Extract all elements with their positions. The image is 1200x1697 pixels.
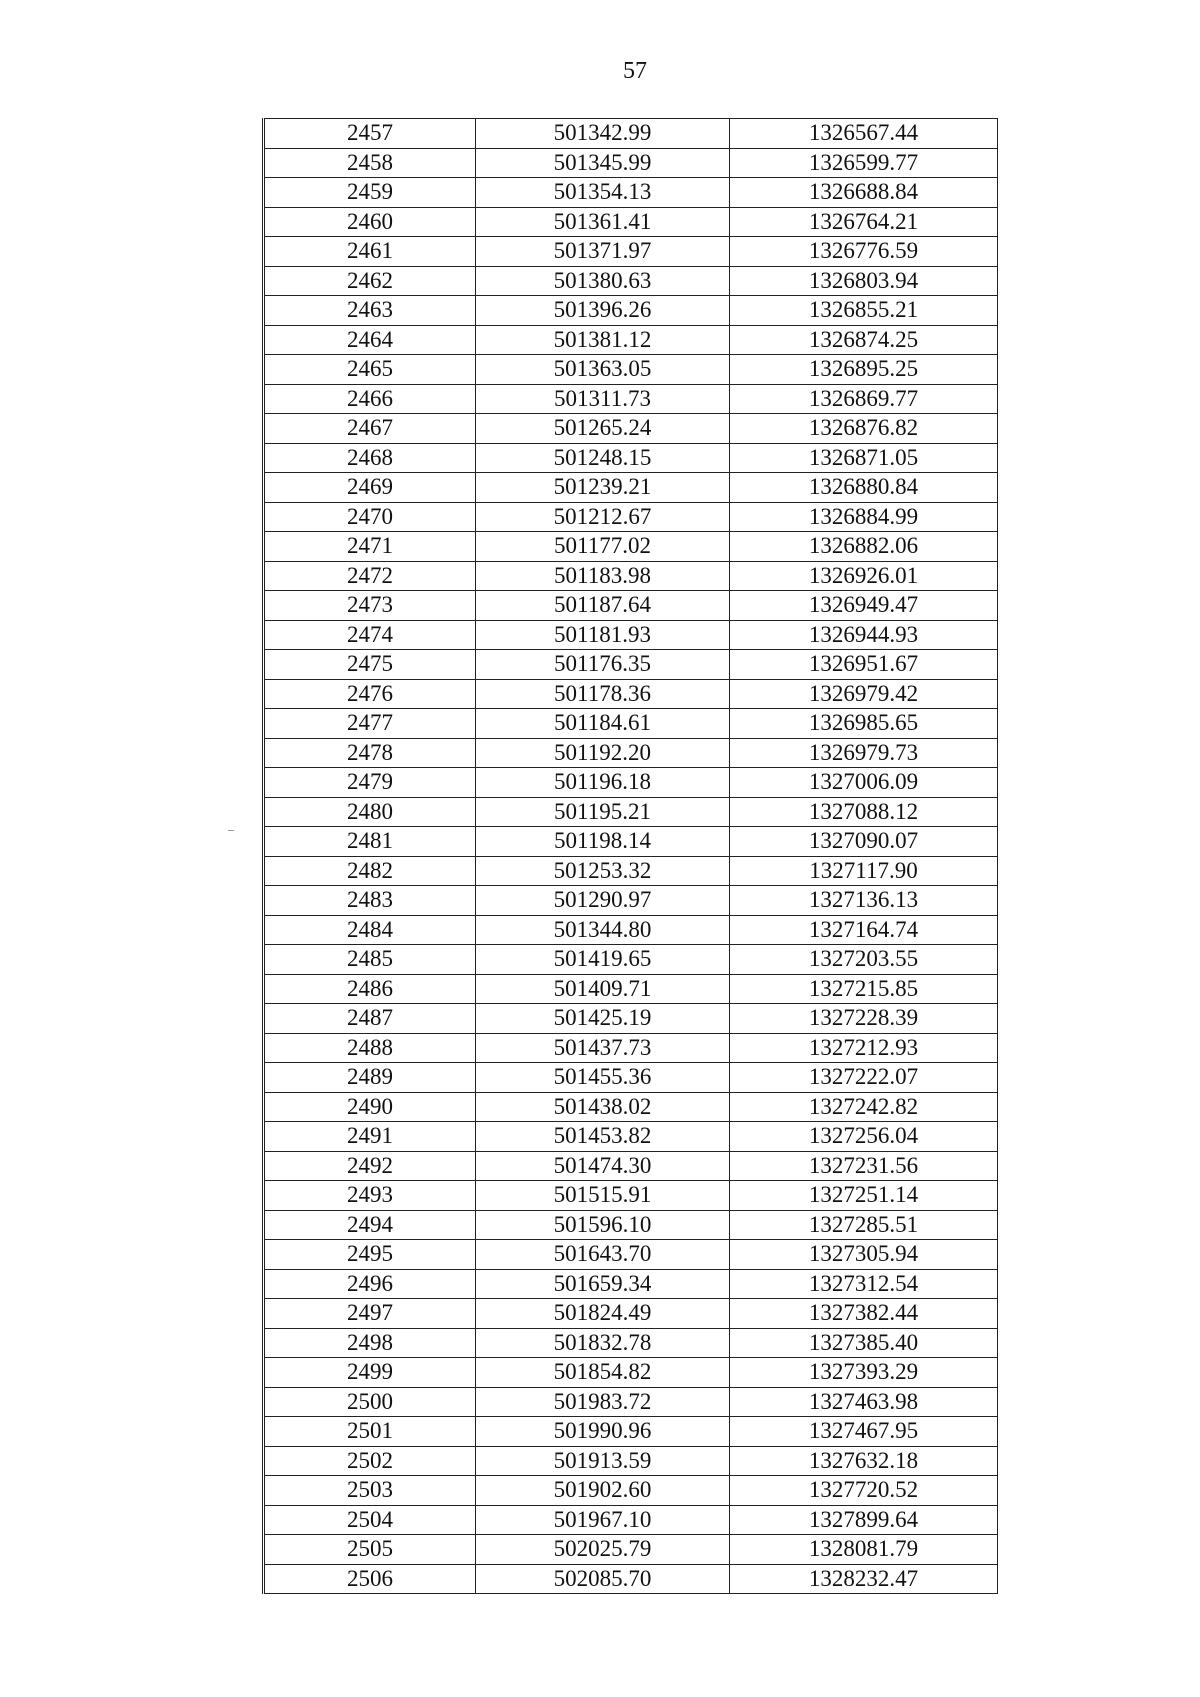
page-number: 57 bbox=[623, 58, 647, 84]
y-coordinate-cell: 1326855.21 bbox=[730, 296, 998, 326]
table-row bbox=[264, 1564, 998, 1594]
point-number-cell: 2502 bbox=[264, 1446, 476, 1476]
x-coordinate-cell: 501474.30 bbox=[476, 1151, 730, 1181]
point-number-cell: 2482 bbox=[264, 856, 476, 886]
point-number-cell: 2485 bbox=[264, 945, 476, 975]
y-coordinate-cell: 1327305.94 bbox=[730, 1240, 998, 1270]
point-number-cell: 2467 bbox=[264, 414, 476, 444]
y-coordinate-cell: 1327251.14 bbox=[730, 1181, 998, 1211]
x-coordinate-cell: 501344.80 bbox=[476, 915, 730, 945]
table-row bbox=[264, 561, 998, 591]
y-coordinate-cell: 1326985.65 bbox=[730, 709, 998, 739]
x-coordinate-cell: 501453.82 bbox=[476, 1122, 730, 1152]
table-row bbox=[264, 1122, 998, 1152]
x-coordinate-cell: 501183.98 bbox=[476, 561, 730, 591]
x-coordinate-cell: 502085.70 bbox=[476, 1564, 730, 1594]
point-number-cell: 2504 bbox=[264, 1505, 476, 1535]
point-number-cell: 2500 bbox=[264, 1387, 476, 1417]
point-number-cell: 2466 bbox=[264, 384, 476, 414]
point-number-cell: 2493 bbox=[264, 1181, 476, 1211]
y-coordinate-cell: 1328232.47 bbox=[730, 1564, 998, 1594]
x-coordinate-cell: 501371.97 bbox=[476, 237, 730, 267]
x-coordinate-cell: 501195.21 bbox=[476, 797, 730, 827]
y-coordinate-cell: 1326871.05 bbox=[730, 443, 998, 473]
table-row bbox=[264, 1476, 998, 1506]
x-coordinate-cell: 501239.21 bbox=[476, 473, 730, 503]
y-coordinate-cell: 1326874.25 bbox=[730, 325, 998, 355]
x-coordinate-cell: 501832.78 bbox=[476, 1328, 730, 1358]
x-coordinate-cell: 501913.59 bbox=[476, 1446, 730, 1476]
y-coordinate-cell: 1326764.21 bbox=[730, 207, 998, 237]
y-coordinate-cell: 1327006.09 bbox=[730, 768, 998, 798]
x-coordinate-cell: 501419.65 bbox=[476, 945, 730, 975]
point-number-cell: 2471 bbox=[264, 532, 476, 562]
table-row bbox=[264, 945, 998, 975]
point-number-cell: 2462 bbox=[264, 266, 476, 296]
table-row bbox=[264, 1269, 998, 1299]
point-number-cell: 2480 bbox=[264, 797, 476, 827]
point-number-cell: 2473 bbox=[264, 591, 476, 621]
y-coordinate-cell: 1327215.85 bbox=[730, 974, 998, 1004]
point-number-cell: 2474 bbox=[264, 620, 476, 650]
table-row bbox=[264, 1033, 998, 1063]
y-coordinate-cell: 1326882.06 bbox=[730, 532, 998, 562]
x-coordinate-cell: 501596.10 bbox=[476, 1210, 730, 1240]
point-number-cell: 2496 bbox=[264, 1269, 476, 1299]
x-coordinate-cell: 501381.12 bbox=[476, 325, 730, 355]
y-coordinate-cell: 1327242.82 bbox=[730, 1092, 998, 1122]
x-coordinate-cell: 501184.61 bbox=[476, 709, 730, 739]
y-coordinate-cell: 1327090.07 bbox=[730, 827, 998, 857]
y-coordinate-cell: 1326880.84 bbox=[730, 473, 998, 503]
x-coordinate-cell: 501192.20 bbox=[476, 738, 730, 768]
y-coordinate-cell: 1327720.52 bbox=[730, 1476, 998, 1506]
x-coordinate-cell: 501967.10 bbox=[476, 1505, 730, 1535]
x-coordinate-cell: 501178.36 bbox=[476, 679, 730, 709]
x-coordinate-cell: 501177.02 bbox=[476, 532, 730, 562]
point-number-cell: 2479 bbox=[264, 768, 476, 798]
point-number-cell: 2484 bbox=[264, 915, 476, 945]
x-coordinate-cell: 501345.99 bbox=[476, 148, 730, 178]
table-row bbox=[264, 473, 998, 503]
x-coordinate-cell: 501983.72 bbox=[476, 1387, 730, 1417]
y-coordinate-cell: 1326951.67 bbox=[730, 650, 998, 680]
table-row bbox=[264, 502, 998, 532]
y-coordinate-cell: 1326869.77 bbox=[730, 384, 998, 414]
point-number-cell: 2490 bbox=[264, 1092, 476, 1122]
y-coordinate-cell: 1327285.51 bbox=[730, 1210, 998, 1240]
point-number-cell: 2478 bbox=[264, 738, 476, 768]
y-coordinate-cell: 1327203.55 bbox=[730, 945, 998, 975]
table-row bbox=[264, 797, 998, 827]
y-coordinate-cell: 1327117.90 bbox=[730, 856, 998, 886]
y-coordinate-cell: 1326567.44 bbox=[730, 119, 998, 149]
table-row bbox=[264, 650, 998, 680]
x-coordinate-cell: 501438.02 bbox=[476, 1092, 730, 1122]
y-coordinate-cell: 1327393.29 bbox=[730, 1358, 998, 1388]
y-coordinate-cell: 1327212.93 bbox=[730, 1033, 998, 1063]
x-coordinate-cell: 501311.73 bbox=[476, 384, 730, 414]
table-row bbox=[264, 178, 998, 208]
x-coordinate-cell: 501990.96 bbox=[476, 1417, 730, 1447]
point-number-cell: 2499 bbox=[264, 1358, 476, 1388]
y-coordinate-cell: 1326599.77 bbox=[730, 148, 998, 178]
table-row bbox=[264, 1063, 998, 1093]
point-number-cell: 2458 bbox=[264, 148, 476, 178]
table-row bbox=[264, 148, 998, 178]
x-coordinate-cell: 501196.18 bbox=[476, 768, 730, 798]
table-row bbox=[264, 1358, 998, 1388]
point-number-cell: 2457 bbox=[264, 119, 476, 149]
point-number-cell: 2468 bbox=[264, 443, 476, 473]
y-coordinate-cell: 1327312.54 bbox=[730, 1269, 998, 1299]
table-row bbox=[264, 827, 998, 857]
table-row bbox=[264, 915, 998, 945]
y-coordinate-cell: 1326979.73 bbox=[730, 738, 998, 768]
y-coordinate-cell: 1326803.94 bbox=[730, 266, 998, 296]
table-row bbox=[264, 1446, 998, 1476]
table-row bbox=[264, 1092, 998, 1122]
y-coordinate-cell: 1327463.98 bbox=[730, 1387, 998, 1417]
point-number-cell: 2488 bbox=[264, 1033, 476, 1063]
x-coordinate-cell: 501380.63 bbox=[476, 266, 730, 296]
table-row bbox=[264, 1004, 998, 1034]
y-coordinate-cell: 1327164.74 bbox=[730, 915, 998, 945]
y-coordinate-cell: 1326979.42 bbox=[730, 679, 998, 709]
point-number-cell: 2494 bbox=[264, 1210, 476, 1240]
point-number-cell: 2498 bbox=[264, 1328, 476, 1358]
table-row bbox=[264, 1210, 998, 1240]
point-number-cell: 2495 bbox=[264, 1240, 476, 1270]
table-row bbox=[264, 532, 998, 562]
table-row bbox=[264, 1417, 998, 1447]
table-row bbox=[264, 856, 998, 886]
x-coordinate-cell: 501659.34 bbox=[476, 1269, 730, 1299]
point-number-cell: 2487 bbox=[264, 1004, 476, 1034]
y-coordinate-cell: 1327088.12 bbox=[730, 797, 998, 827]
x-coordinate-cell: 501409.71 bbox=[476, 974, 730, 1004]
x-coordinate-cell: 501248.15 bbox=[476, 443, 730, 473]
x-coordinate-cell: 501198.14 bbox=[476, 827, 730, 857]
table-row bbox=[264, 591, 998, 621]
point-number-cell: 2465 bbox=[264, 355, 476, 385]
y-coordinate-cell: 1327222.07 bbox=[730, 1063, 998, 1093]
point-number-cell: 2476 bbox=[264, 679, 476, 709]
table-body bbox=[264, 119, 998, 1594]
y-coordinate-cell: 1326776.59 bbox=[730, 237, 998, 267]
x-coordinate-cell: 501354.13 bbox=[476, 178, 730, 208]
table-row bbox=[264, 296, 998, 326]
y-coordinate-cell: 1327467.95 bbox=[730, 1417, 998, 1447]
y-coordinate-cell: 1326876.82 bbox=[730, 414, 998, 444]
point-number-cell: 2470 bbox=[264, 502, 476, 532]
x-coordinate-cell: 501396.26 bbox=[476, 296, 730, 326]
y-coordinate-cell: 1326944.93 bbox=[730, 620, 998, 650]
table-row bbox=[264, 384, 998, 414]
x-coordinate-cell: 501342.99 bbox=[476, 119, 730, 149]
point-number-cell: 2492 bbox=[264, 1151, 476, 1181]
point-number-cell: 2503 bbox=[264, 1476, 476, 1506]
coordinates-table-container bbox=[262, 118, 996, 1594]
table-row bbox=[264, 237, 998, 267]
table-row bbox=[264, 738, 998, 768]
y-coordinate-cell: 1327899.64 bbox=[730, 1505, 998, 1535]
point-number-cell: 2469 bbox=[264, 473, 476, 503]
point-number-cell: 2506 bbox=[264, 1564, 476, 1594]
point-number-cell: 2505 bbox=[264, 1535, 476, 1565]
y-coordinate-cell: 1327231.56 bbox=[730, 1151, 998, 1181]
y-coordinate-cell: 1326895.25 bbox=[730, 355, 998, 385]
y-coordinate-cell: 1326688.84 bbox=[730, 178, 998, 208]
y-coordinate-cell: 1326884.99 bbox=[730, 502, 998, 532]
table-row bbox=[264, 119, 998, 149]
y-coordinate-cell: 1327385.40 bbox=[730, 1328, 998, 1358]
table-row bbox=[264, 1328, 998, 1358]
table-row bbox=[264, 355, 998, 385]
table-row bbox=[264, 974, 998, 1004]
x-coordinate-cell: 501361.41 bbox=[476, 207, 730, 237]
point-number-cell: 2489 bbox=[264, 1063, 476, 1093]
point-number-cell: 2483 bbox=[264, 886, 476, 916]
x-coordinate-cell: 501176.35 bbox=[476, 650, 730, 680]
table-row bbox=[264, 443, 998, 473]
x-coordinate-cell: 501212.67 bbox=[476, 502, 730, 532]
point-number-cell: 2491 bbox=[264, 1122, 476, 1152]
point-number-cell: 2472 bbox=[264, 561, 476, 591]
y-coordinate-cell: 1328081.79 bbox=[730, 1535, 998, 1565]
table-row bbox=[264, 1535, 998, 1565]
x-coordinate-cell: 501363.05 bbox=[476, 355, 730, 385]
table-row bbox=[264, 1181, 998, 1211]
table-row bbox=[264, 620, 998, 650]
x-coordinate-cell: 502025.79 bbox=[476, 1535, 730, 1565]
table-row bbox=[264, 709, 998, 739]
scan-speck bbox=[228, 830, 234, 831]
table-row bbox=[264, 266, 998, 296]
point-number-cell: 2477 bbox=[264, 709, 476, 739]
point-number-cell: 2497 bbox=[264, 1299, 476, 1329]
y-coordinate-cell: 1326949.47 bbox=[730, 591, 998, 621]
y-coordinate-cell: 1327382.44 bbox=[730, 1299, 998, 1329]
point-number-cell: 2459 bbox=[264, 178, 476, 208]
table-row bbox=[264, 1387, 998, 1417]
y-coordinate-cell: 1327632.18 bbox=[730, 1446, 998, 1476]
x-coordinate-cell: 501181.93 bbox=[476, 620, 730, 650]
x-coordinate-cell: 501515.91 bbox=[476, 1181, 730, 1211]
point-number-cell: 2461 bbox=[264, 237, 476, 267]
x-coordinate-cell: 501437.73 bbox=[476, 1033, 730, 1063]
table-row bbox=[264, 1240, 998, 1270]
table-row bbox=[264, 325, 998, 355]
point-number-cell: 2486 bbox=[264, 974, 476, 1004]
table-row bbox=[264, 679, 998, 709]
point-number-cell: 2481 bbox=[264, 827, 476, 857]
coordinates-table bbox=[262, 118, 998, 1594]
x-coordinate-cell: 501643.70 bbox=[476, 1240, 730, 1270]
point-number-cell: 2460 bbox=[264, 207, 476, 237]
table-row bbox=[264, 886, 998, 916]
table-row bbox=[264, 1151, 998, 1181]
point-number-cell: 2464 bbox=[264, 325, 476, 355]
table-row bbox=[264, 1299, 998, 1329]
x-coordinate-cell: 501824.49 bbox=[476, 1299, 730, 1329]
x-coordinate-cell: 501187.64 bbox=[476, 591, 730, 621]
table-row bbox=[264, 1505, 998, 1535]
x-coordinate-cell: 501425.19 bbox=[476, 1004, 730, 1034]
x-coordinate-cell: 501854.82 bbox=[476, 1358, 730, 1388]
x-coordinate-cell: 501265.24 bbox=[476, 414, 730, 444]
y-coordinate-cell: 1327136.13 bbox=[730, 886, 998, 916]
y-coordinate-cell: 1327256.04 bbox=[730, 1122, 998, 1152]
point-number-cell: 2475 bbox=[264, 650, 476, 680]
x-coordinate-cell: 501253.32 bbox=[476, 856, 730, 886]
table-row bbox=[264, 207, 998, 237]
table-row bbox=[264, 768, 998, 798]
point-number-cell: 2463 bbox=[264, 296, 476, 326]
table-row bbox=[264, 414, 998, 444]
x-coordinate-cell: 501290.97 bbox=[476, 886, 730, 916]
x-coordinate-cell: 501902.60 bbox=[476, 1476, 730, 1506]
y-coordinate-cell: 1327228.39 bbox=[730, 1004, 998, 1034]
point-number-cell: 2501 bbox=[264, 1417, 476, 1447]
x-coordinate-cell: 501455.36 bbox=[476, 1063, 730, 1093]
y-coordinate-cell: 1326926.01 bbox=[730, 561, 998, 591]
